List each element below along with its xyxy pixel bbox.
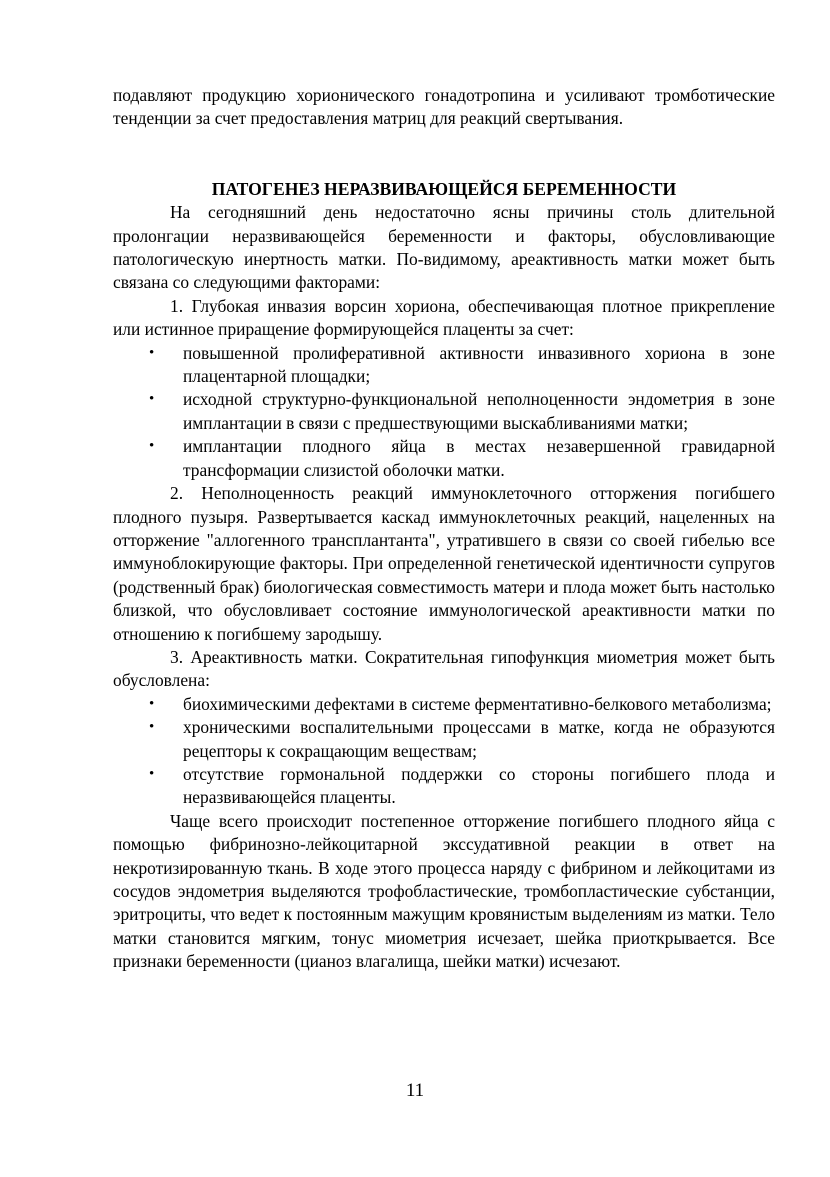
spacer [113, 131, 775, 178]
list-item [113, 716, 775, 763]
list-item [113, 763, 775, 810]
list-item [113, 388, 775, 435]
list-item-2: 2. Неполноценность реакций иммуноклеточного отторжения погибшего плодного пузыря. Развертывается каскад иммуноклеточных реакций, нацеленных на отторжение "аллогенного трансплантанта", утратившего в связи со своей гибелью все иммуноблокирующие факторы. При определенной генетической идентичности супругов (родственный брак) биологическая совместимость матери и плода может быть настолько близкой, что обусловливает состояние иммунологической ареактивности матки по отношению к погибшему зародышу. [113, 483, 775, 644]
page-number: 11 [405, 1080, 425, 1101]
bullet-icon: • [149, 438, 155, 455]
bullet-icon: • [149, 719, 155, 736]
list-item [113, 693, 775, 716]
bullet-text: биохимическими дефектами в системе ферментативно-белкового метаболизма; [183, 693, 772, 714]
list-item-1: 1. Глубокая инвазия ворсин хориона, обеспечивающая плотное прикрепление или истинное приращение формирующейся плаценты за счет: [113, 295, 775, 340]
bullet-icon: • [149, 765, 155, 782]
list-item [113, 435, 775, 482]
bullet-text: отсутствие гормональной поддержки со стороны погибшего плода и неразвивающейся плаценты. [183, 763, 775, 808]
final-paragraph: Чаще всего происходит постепенное отторжение погибшего плодного яйца с помощью фибринозно-лейкоцитарной экссудативной реакции в ответ на некротизированную ткань. В ходе этого процесса наряду с фибрином и лейкоцитами из сосудов эндометрия выделяются трофобластические, тромбопластические субстанции, эритроциты, что ведет к постоянным мажущим кровянистым выделениям из матки. Тело матки становится мягким, тонус миометрия исчезает, шейка приоткрывается. Все признаки беременности (цианоз влагалища, шейки матки) исчезают. [113, 810, 775, 972]
bullet-icon: • [149, 344, 155, 361]
bullet-text: исходной структурно-функциональной неполноценности эндометрия в зоне имплантации в связи с предшествующими выскабливаниями матки; [183, 389, 775, 433]
bullet-text: имплантации плодного яйца в местах незавершенной гравидарной трансформации слизистой оболочки матки. [183, 436, 775, 480]
bullet-icon: • [149, 695, 155, 712]
bullet-list-2 [113, 693, 775, 810]
page-body [113, 84, 775, 974]
list-item-3: 3. Ареактивность матки. Сократительная гипофункция миометрия может быть обусловлена: [113, 646, 775, 691]
bullet-text: повышенной пролиферативной активности инвазивного хориона в зоне плацентарной площадки; [183, 342, 775, 387]
intro-paragraph: подавляют продукцию хорионического гонадотропина и усиливают тромботические тенденции за счет предоставления матриц для реакций свертывания. [113, 85, 775, 129]
list-item [113, 342, 775, 389]
bullet-icon: • [149, 391, 155, 408]
section-heading: ПАТОГЕНЕЗ НЕРАЗВИВАЮЩЕЙСЯ БЕРЕМЕННОСТИ [211, 178, 677, 199]
paragraph-1: На сегодняшний день недостаточно ясны причины столь длительной пролонгации неразвивающейся беременности и факторы, обусловливающие патологическую инертность матки. По-видимому, ареактивность матки может быть связана со следующими факторами: [113, 202, 775, 293]
bullet-list-1 [113, 342, 775, 482]
bullet-text: хроническими воспалительными процессами в матке, когда не образуются рецепторы к сокращающим веществам; [183, 717, 775, 761]
